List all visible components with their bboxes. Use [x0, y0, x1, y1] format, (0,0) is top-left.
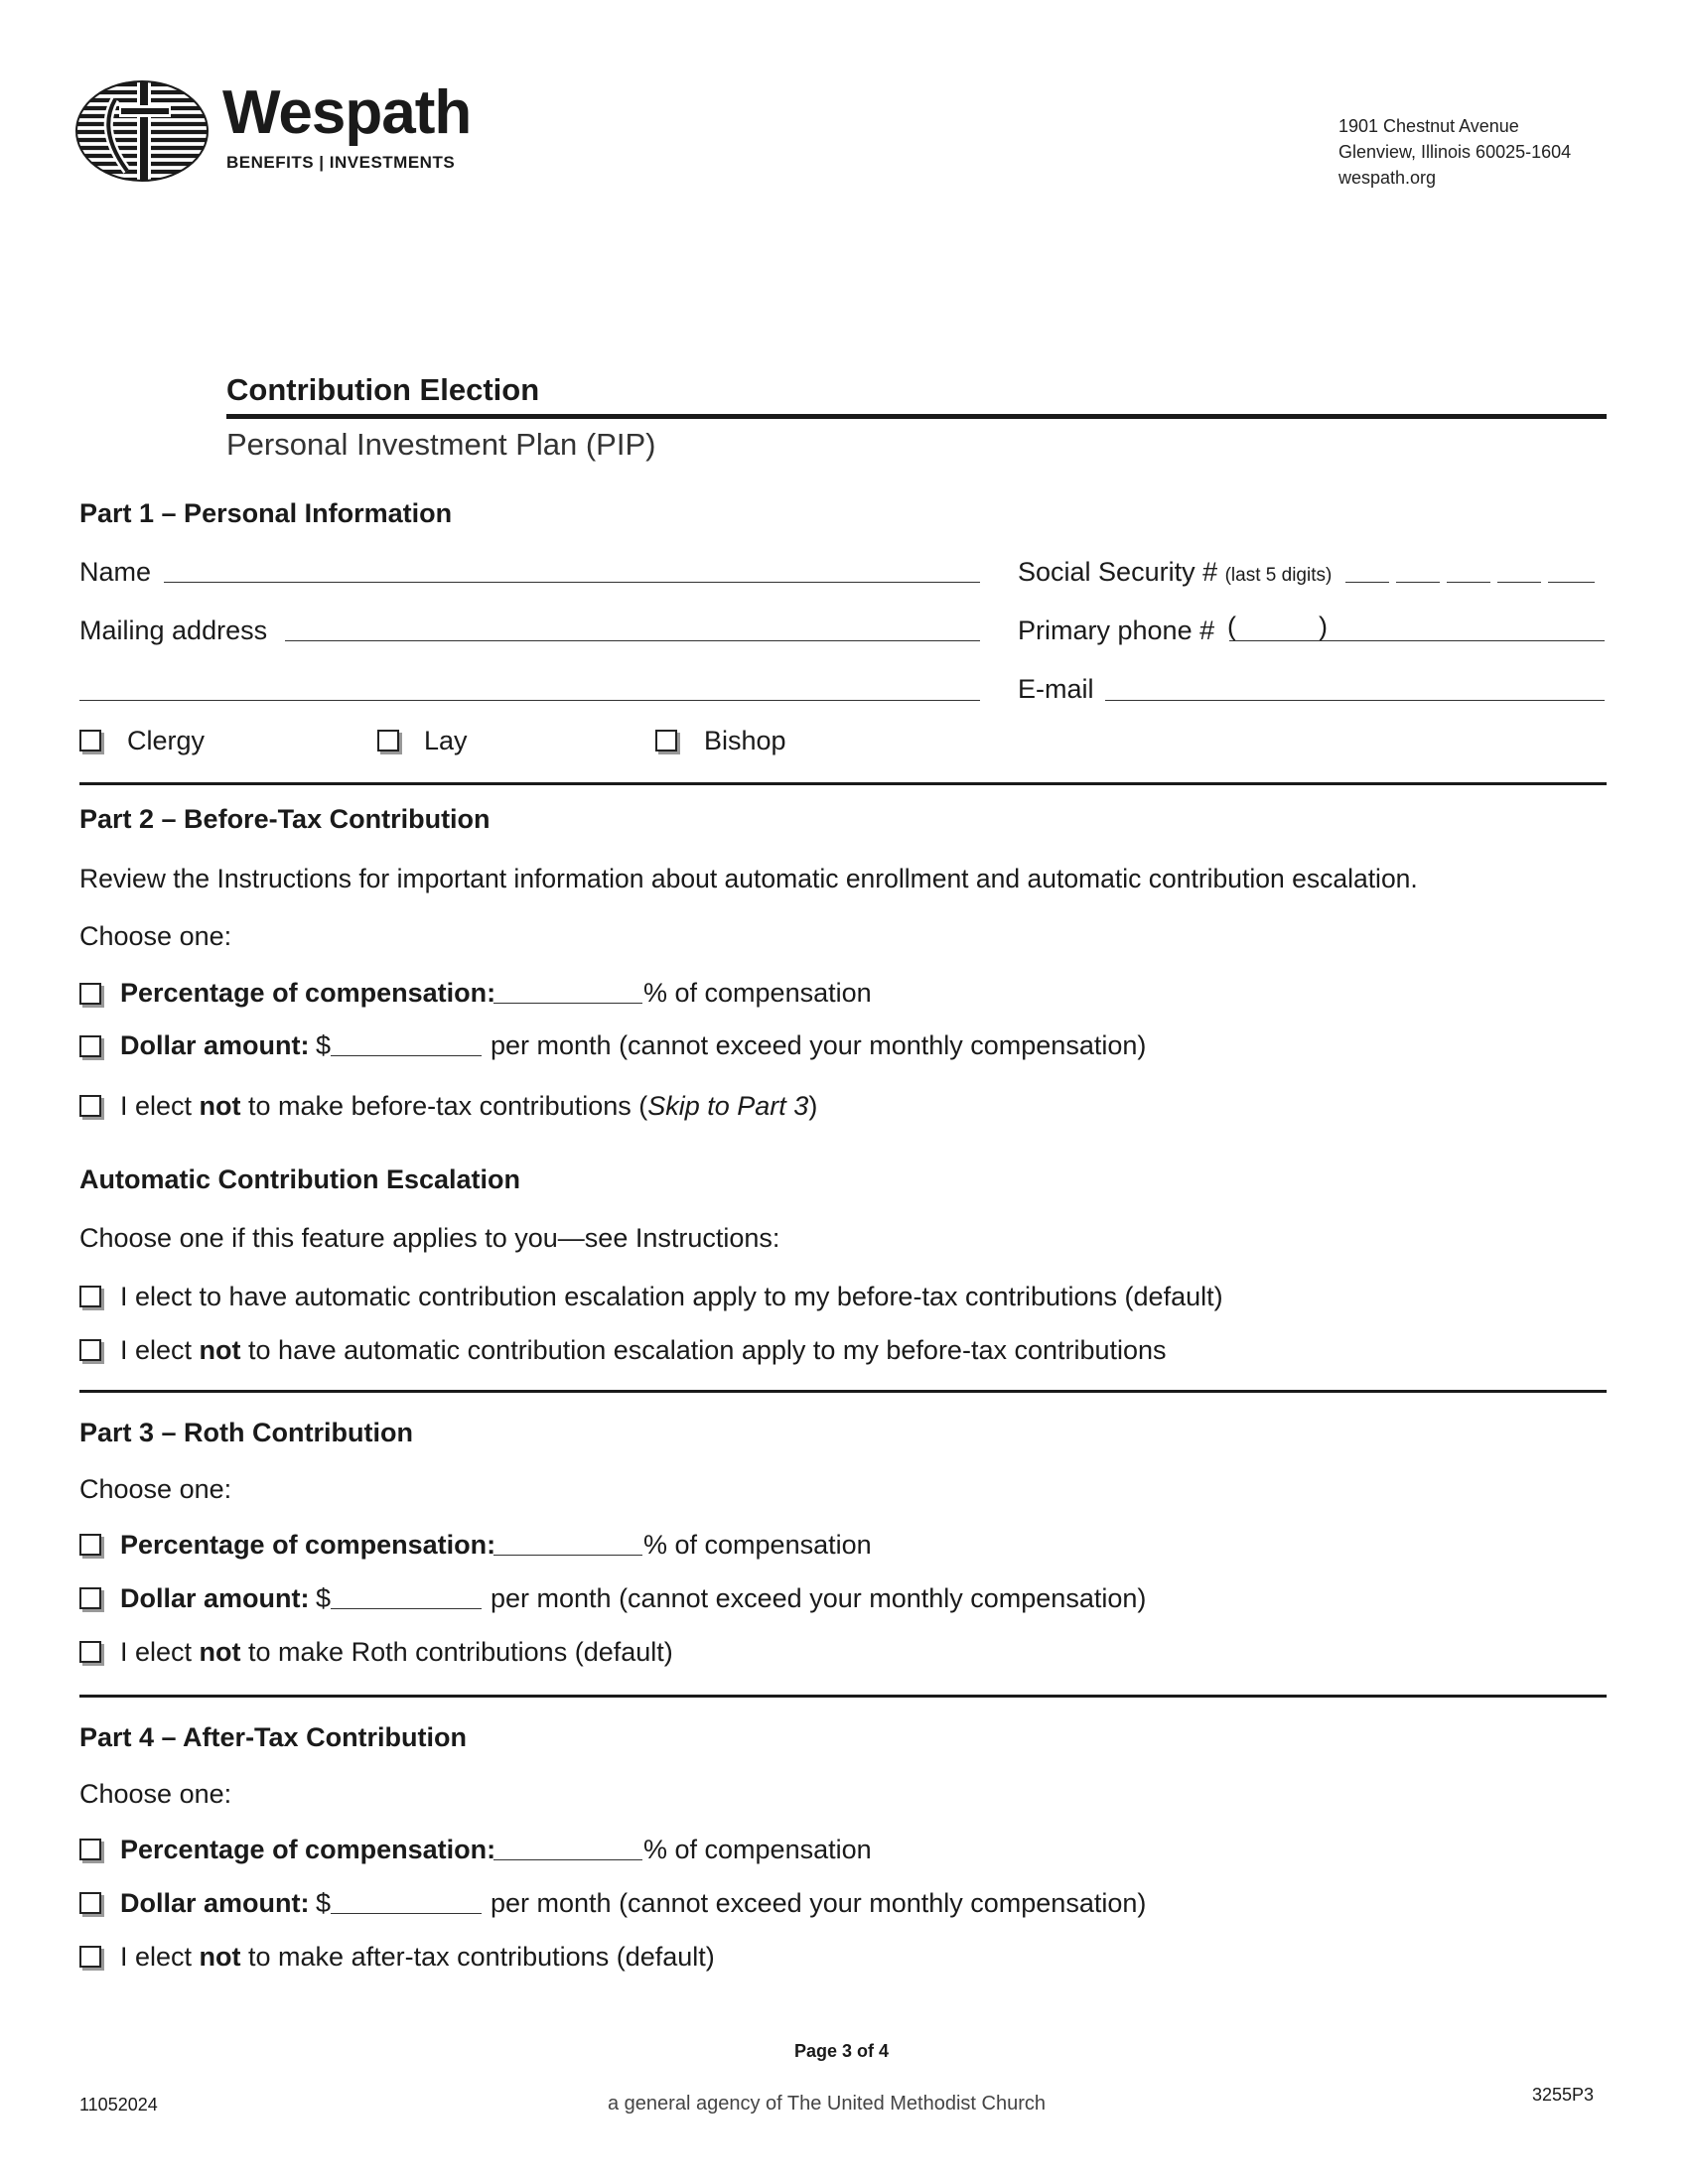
ssn-digit-field[interactable] — [1447, 582, 1490, 583]
part4-not-emphasis: not — [199, 1942, 241, 1972]
part2-not-emphasis: not — [199, 1091, 241, 1121]
part2-percentage-suffix: % of compensation — [643, 978, 872, 1008]
email-label: E-mail — [1018, 674, 1094, 704]
section-divider — [79, 1695, 1607, 1698]
part3-percentage-checkbox[interactable] — [79, 1534, 101, 1556]
part3-percentage-suffix: % of compensation — [643, 1530, 872, 1560]
part4-percentage-suffix: % of compensation — [643, 1835, 872, 1864]
part3-dollar-checkbox[interactable] — [79, 1587, 101, 1609]
part2-heading: Part 2 – Before-Tax Contribution — [79, 804, 491, 834]
part4-percentage-checkbox[interactable] — [79, 1839, 101, 1860]
part4-choose: Choose one: — [79, 1779, 232, 1809]
part4-dollar-suffix: per month (cannot exceed your monthly compensation) — [491, 1888, 1147, 1918]
ssn-digit-field[interactable] — [1396, 582, 1440, 583]
name-field[interactable] — [164, 582, 980, 583]
part2-percentage-label: Percentage of compensation: — [120, 978, 496, 1008]
part3-percentage-label: Percentage of compensation: — [120, 1530, 496, 1560]
part4-not-label — [120, 1942, 715, 1973]
form-title: Contribution Election — [226, 372, 540, 407]
part2-percentage-checkbox[interactable] — [79, 983, 101, 1005]
part3-dollar-field[interactable] — [331, 1608, 482, 1609]
escalation-yes-label: I elect to have automatic contribution escalation apply to my before-tax contributions (default) — [120, 1282, 1223, 1311]
part2-dollar-checkbox[interactable] — [79, 1035, 101, 1057]
escalation-heading: Automatic Contribution Escalation — [79, 1164, 521, 1194]
part3-not-pre: I elect — [120, 1637, 200, 1667]
mailing-address-field[interactable] — [285, 640, 980, 641]
form-date-code: 11052024 — [79, 2095, 158, 2115]
part3-not-label — [120, 1637, 673, 1668]
part3-percentage-field[interactable] — [493, 1555, 642, 1556]
part3-dollar-suffix: per month (cannot exceed your monthly compensation) — [491, 1583, 1147, 1613]
part2-percentage-field[interactable] — [493, 1003, 642, 1004]
part2-not-end: ) — [808, 1091, 818, 1121]
part3-choose: Choose one: — [79, 1474, 232, 1504]
part4-not-checkbox[interactable] — [79, 1946, 101, 1968]
part4-dollar-field[interactable] — [331, 1913, 482, 1914]
ssn-note: (last 5 digits) — [1224, 565, 1333, 586]
part4-dollar-sign: $ — [316, 1888, 332, 1918]
address-line-3: wespath.org — [1338, 168, 1437, 188]
part3-not-post: to make Roth contributions (default) — [240, 1637, 673, 1667]
logo-tagline: BENEFITS | INVESTMENTS — [226, 153, 456, 172]
escalation-no-emphasis: not — [199, 1335, 241, 1365]
clergy-checkbox[interactable] — [79, 730, 101, 751]
part3-dollar-sign: $ — [316, 1583, 332, 1613]
escalation-yes-checkbox[interactable] — [79, 1286, 101, 1307]
phone-label: Primary phone # — [1018, 615, 1215, 645]
form-subtitle: Personal Investment Plan (PIP) — [226, 427, 656, 462]
part2-not-pre: I elect — [120, 1091, 200, 1121]
part4-dollar-checkbox[interactable] — [79, 1892, 101, 1914]
part2-dollar-sign: $ — [316, 1030, 332, 1060]
part3-not-emphasis: not — [199, 1637, 241, 1667]
part4-heading: Part 4 – After-Tax Contribution — [79, 1722, 468, 1752]
org-address — [1338, 113, 1571, 191]
form-number: 3255P3 — [1532, 2085, 1595, 2105]
ssn-digit-field[interactable] — [1548, 582, 1595, 583]
part4-not-post: to make after-tax contributions (default) — [240, 1942, 715, 1972]
part2-not-checkbox[interactable] — [79, 1095, 101, 1117]
address-line-1: 1901 Chestnut Avenue — [1338, 116, 1519, 136]
title-rule — [226, 414, 1607, 419]
lay-checkbox[interactable] — [377, 730, 399, 751]
agency-statement: a general agency of The United Methodist Church — [608, 2093, 1047, 2115]
part1-heading: Part 1 – Personal Information — [79, 498, 453, 528]
part4-percentage-field[interactable] — [493, 1859, 642, 1860]
part3-heading: Part 3 – Roth Contribution — [79, 1418, 413, 1447]
escalation-choose: Choose one if this feature applies to you—see Instructions: — [79, 1223, 780, 1253]
section-divider — [79, 1390, 1607, 1393]
logo-wordmark: Wespath — [222, 78, 472, 147]
address-label: Mailing address — [79, 615, 268, 645]
part3-dollar-label: Dollar amount: — [120, 1583, 310, 1613]
part2-not-label — [120, 1091, 817, 1122]
bishop-checkbox[interactable] — [655, 730, 677, 751]
name-label: Name — [79, 557, 152, 587]
bishop-label: Bishop — [704, 726, 786, 755]
part3-not-checkbox[interactable] — [79, 1641, 101, 1663]
escalation-no-label — [120, 1335, 1167, 1366]
ssn-digit-field[interactable] — [1497, 582, 1541, 583]
part2-choose: Choose one: — [79, 921, 232, 951]
part4-dollar-label: Dollar amount: — [120, 1888, 310, 1918]
section-divider — [79, 782, 1607, 785]
address-line-2: Glenview, Illinois 60025-1604 — [1338, 142, 1572, 162]
lay-label: Lay — [424, 726, 468, 755]
part4-not-pre: I elect — [120, 1942, 200, 1972]
escalation-no-pre: I elect — [120, 1335, 200, 1365]
part2-review-text: Review the Instructions for important information about automatic enrollment and automatic contribution escalation. — [79, 864, 1418, 893]
part2-skip-note: Skip to Part 3 — [647, 1091, 809, 1121]
phone-area-close: ) — [1319, 612, 1328, 641]
clergy-label: Clergy — [127, 726, 206, 755]
escalation-no-post: to have automatic contribution escalation apply to my before-tax contributions — [240, 1335, 1167, 1365]
part4-percentage-label: Percentage of compensation: — [120, 1835, 496, 1864]
part2-dollar-field[interactable] — [331, 1055, 482, 1056]
ssn-label — [1018, 557, 1332, 588]
phone-area-open: ( — [1227, 612, 1236, 641]
part2-dollar-suffix: per month (cannot exceed your monthly compensation) — [491, 1030, 1147, 1060]
phone-field[interactable] — [1229, 640, 1605, 641]
ssn-digit-field[interactable] — [1345, 582, 1389, 583]
logo-emblem-icon — [75, 79, 210, 183]
part2-not-post: to make before-tax contributions ( — [240, 1091, 648, 1121]
escalation-no-checkbox[interactable] — [79, 1339, 101, 1361]
address-line-2-field[interactable] — [79, 700, 980, 701]
part2-dollar-label: Dollar amount: — [120, 1030, 310, 1060]
page-number: Page 3 of 4 — [794, 2041, 890, 2061]
email-field[interactable] — [1105, 700, 1605, 701]
ssn-label-text: Social Security # — [1018, 557, 1218, 587]
logo — [75, 79, 492, 189]
